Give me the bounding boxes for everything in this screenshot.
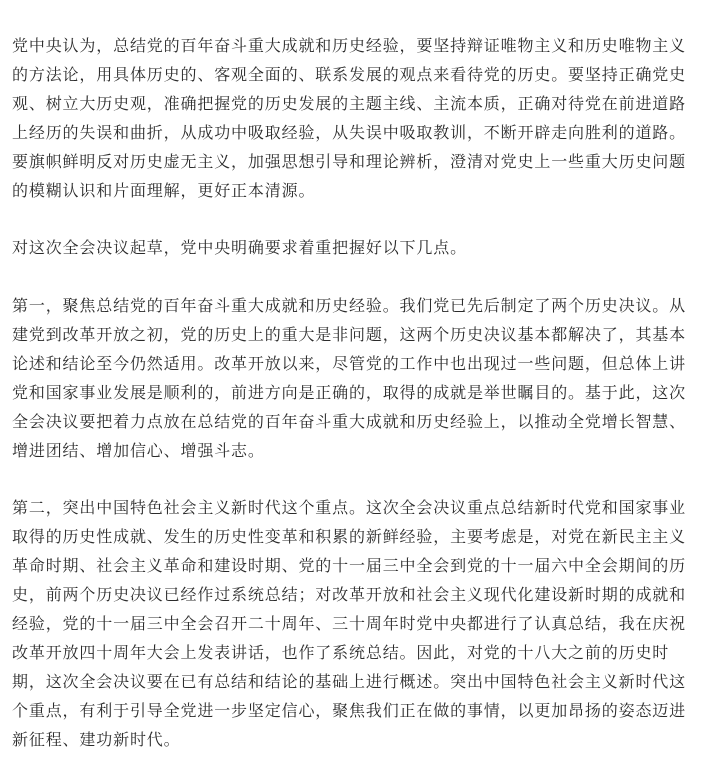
paragraph-key-points: 对这次全会决议起草，党中央明确要求着重把握好以下几点。 <box>12 238 467 258</box>
paragraph-intro: 党中央认为，总结党的百年奋斗重大成就和历史经验，要坚持辩证唯物主义和历史唯物主义 的方法论，用具体历史的、客观全面的、联系发展的观点来看待党的历史。要坚持正确党史 观、树立大历史观，准确把握党的历史发展的主题主线、主流本质，正确对待党在前进道路 上经历的失误和曲折，从成功中吸取经验，从失误中吸取教训，不断开辟走向胜利的道路。 要旗帜鲜明反对历史虚无主义，加强思想引导和理论辨析，澄清对党史上一些重大历史问题 的模糊认识和片面理解，更好正本清源。 <box>12 36 687 200</box>
paragraph-point-one: 第一，聚焦总结党的百年奋斗重大成就和历史经验。我们党已先后制定了两个历史决议。从 建党到改革开放之初，党的历史上的重大是非问题，这两个历史决议基本都解决了，其基本 论述和结论至今仍然适用。改革开放以来，尽管党的工作中也出现过一些问题，但总体上讲 党和国家事业发展是顺利的，前进方向是正确的，取得的成就是举世瞩目的。基于此，这次 全会决议要把着力点放在总结党的百年奋斗重大成就和历史经验上，以推动全党增长智慧、 增进团结、增加信心、增强斗志。 <box>12 296 687 460</box>
paragraph-point-two: 第二，突出中国特色社会主义新时代这个重点。这次全会决议重点总结新时代党和国家事业 取得的历史性成就、发生的历史性变革和积累的新鲜经验，主要考虑是，对党在新民主主义 革命时期、社会主义革命和建设时期、党的十一届三中全会到党的十一届六中全会期间的历 史，前两个历史决议已经作过系统总结；对改革开放和社会主义现代化建设新时期的成就和 经验，党的十一届三中全会召开二十周年、三十周年时党中央都进行了认真总结，我在庆祝 改革开放四十周年大会上发表讲话，也作了系统总结。因此，对党的十八大之前的历史时 期，这次全会决议要在已有总结和结论的基础上进行概述。突出中国特色社会主义新时代这 个重点，有利于引导全党进一步坚定信心，聚焦我们正在做的事情，以更加昂扬的姿态迈进 新征程、建功新时代。 <box>12 498 687 749</box>
